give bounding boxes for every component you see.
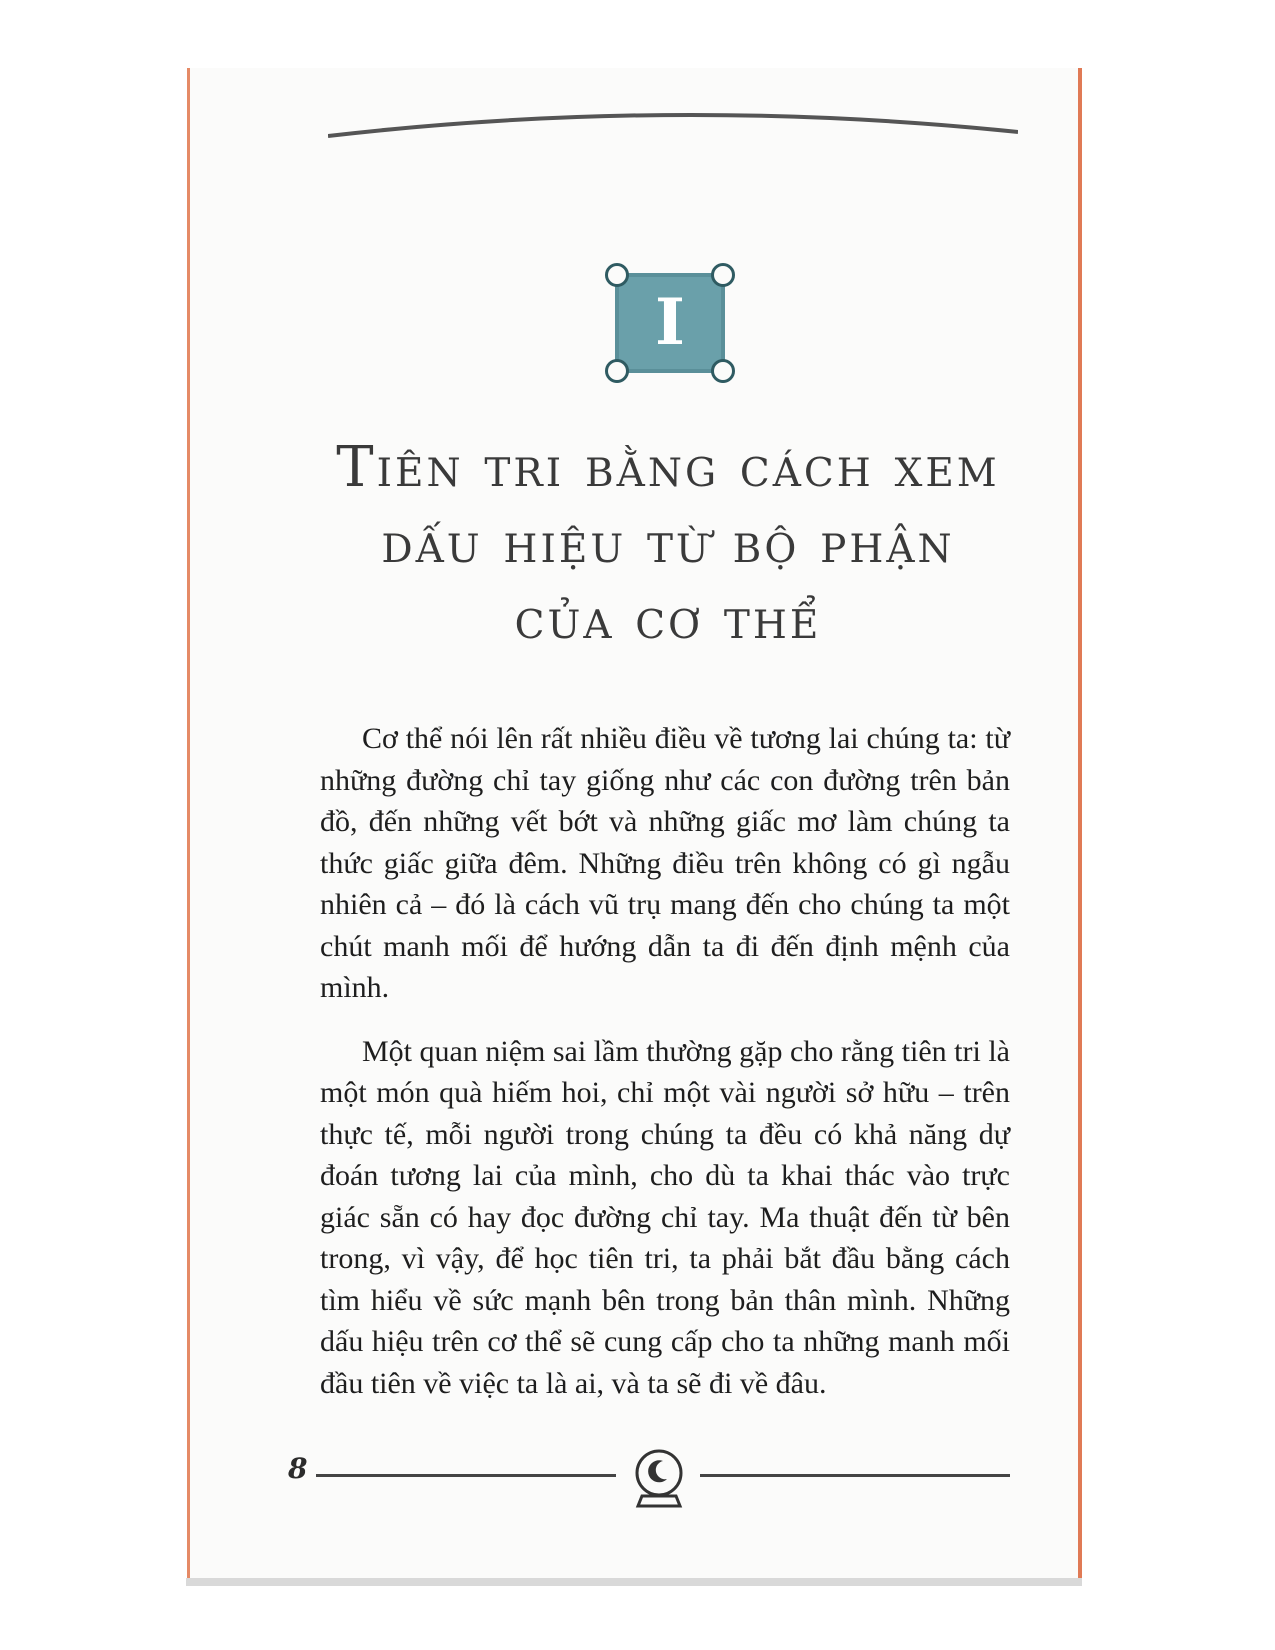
chapter-number: I	[655, 285, 685, 360]
top-decorative-rule	[328, 106, 1018, 146]
paragraph-2: Một quan niệm sai lầm thường gặp cho rằng tiên tri là một món quà hiếm hoi, chỉ một vài người sở hữu – trên thực tế, mỗi người trong chúng ta đều có khả năng dự đoán tương lai của mình, cho dù ta khai thác vào trực giác sẵn có hay đọc đường chỉ tay. Ma thuật đến từ bên trong, vì vậy, để học tiên tri, ta phải bắt đầu bằng cách tìm hiểu về sức mạnh bên trong bản thân mình. Những dấu hiệu trên cơ thể sẽ cung cấp cho ta những manh mối đầu tiên về việc ta là ai, và ta sẽ đi về đâu.	[320, 1034, 1010, 1400]
page-shadow	[186, 1578, 1082, 1586]
footer-rule-right	[700, 1474, 1010, 1477]
body-text	[320, 718, 1010, 1426]
chapter-number-box	[615, 273, 725, 373]
chapter-title-line-2: dấu hiệu từ bộ phận	[381, 511, 955, 576]
chapter-title	[318, 430, 1018, 658]
chapter-title-line-3: của cơ thể	[514, 587, 822, 652]
crystal-ball-icon	[628, 1446, 690, 1512]
chapter-title-line-1: Tiên tri bằng cách xem	[336, 435, 1000, 500]
page-number: 8	[288, 1452, 308, 1485]
paragraph-1: Cơ thể nói lên rất nhiều điều về tương lai chúng ta: từ những đường chỉ tay giống như các con đường trên bản đồ, đến những vết bớt và những giấc mơ làm chúng ta thức giấc giữa đêm. Những điều trên không có gì ngẫu nhiên cả – đó là cách vũ trụ mang đến cho chúng ta một chút manh mối để hướng dẫn ta đi đến định mệnh của mình.	[320, 722, 1010, 1004]
footer-rule-left	[316, 1474, 616, 1477]
